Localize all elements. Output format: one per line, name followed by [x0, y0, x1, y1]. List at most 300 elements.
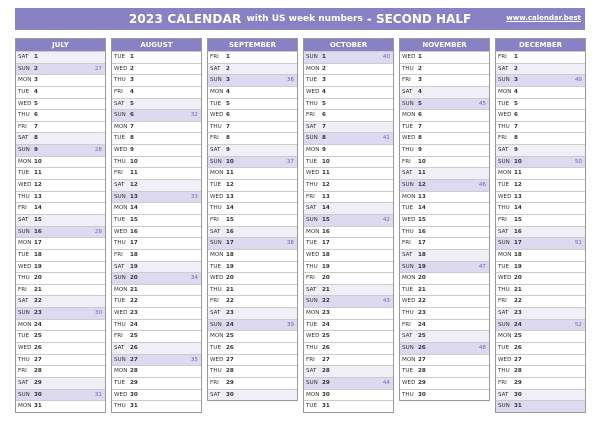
day-number: 7 — [226, 123, 230, 130]
day-number: 5 — [226, 100, 230, 107]
day-number: 2 — [130, 65, 134, 72]
month-header: DECEMBER — [496, 39, 585, 51]
weekday-label: TUE — [306, 158, 318, 165]
day-number: 30 — [130, 391, 138, 398]
week-number: 29 — [94, 228, 102, 235]
day-number: 10 — [418, 158, 426, 165]
day-row — [304, 330, 393, 342]
day-row — [496, 319, 585, 331]
day-row — [112, 132, 201, 144]
day-number: 21 — [322, 286, 330, 293]
day-row — [112, 86, 201, 98]
day-row — [496, 74, 585, 86]
day-row — [112, 167, 201, 179]
day-number: 25 — [322, 333, 330, 340]
weekday-label: MON — [210, 88, 224, 95]
weekday-label: MON — [210, 170, 224, 177]
weekday-label: WED — [306, 170, 320, 177]
day-number: 23 — [514, 310, 522, 317]
weekday-label: SUN — [210, 240, 222, 247]
weekday-label: TUE — [114, 298, 126, 305]
day-number: 15 — [130, 216, 138, 223]
weekday-label: SAT — [210, 147, 221, 154]
weekday-label: SAT — [114, 100, 125, 107]
day-row — [112, 272, 201, 284]
day-row — [304, 261, 393, 273]
day-row — [400, 342, 489, 354]
day-row — [304, 144, 393, 156]
day-number: 22 — [226, 298, 234, 305]
weekday-label: SAT — [498, 147, 509, 154]
week-number: 36 — [286, 77, 294, 84]
day-row — [208, 365, 297, 377]
day-number: 17 — [130, 240, 138, 247]
day-number: 25 — [418, 333, 426, 340]
weekday-label: MON — [114, 123, 128, 130]
day-number: 2 — [418, 65, 422, 72]
day-row — [496, 156, 585, 168]
day-number: 23 — [418, 310, 426, 317]
day-row — [304, 74, 393, 86]
week-number: 50 — [574, 158, 582, 165]
weekday-label: WED — [498, 275, 512, 282]
day-number: 6 — [418, 112, 422, 119]
weekday-label: SAT — [306, 286, 317, 293]
day-row — [496, 261, 585, 273]
day-number: 17 — [514, 240, 522, 247]
week-number: 27 — [94, 65, 102, 72]
day-row — [112, 202, 201, 214]
week-number: 51 — [574, 240, 582, 247]
calendar-title-banner — [15, 8, 585, 30]
day-row — [112, 330, 201, 342]
day-number: 13 — [418, 193, 426, 200]
day-row — [16, 389, 105, 401]
day-row — [400, 226, 489, 238]
day-row — [400, 109, 489, 121]
weekday-label: FRI — [210, 54, 219, 60]
weekday-label: SAT — [210, 65, 221, 72]
day-number: 12 — [130, 182, 138, 189]
weekday-label: SAT — [498, 310, 509, 317]
day-row — [304, 51, 393, 63]
weekday-label: FRI — [210, 135, 219, 142]
day-number: 15 — [322, 216, 330, 223]
weekday-label: SUN — [114, 356, 126, 363]
day-row — [208, 377, 297, 389]
day-row — [112, 342, 201, 354]
day-number: 6 — [514, 112, 518, 119]
day-row — [112, 121, 201, 133]
weekday-label: SUN — [210, 321, 222, 328]
day-row — [304, 365, 393, 377]
day-row — [304, 202, 393, 214]
day-number: 28 — [322, 368, 330, 375]
weekday-label: WED — [306, 88, 320, 95]
day-row — [496, 144, 585, 156]
day-number: 28 — [34, 368, 42, 375]
weekday-label: FRI — [114, 88, 123, 95]
day-number: 2 — [226, 65, 230, 72]
weekday-label: SUN — [18, 391, 30, 398]
day-row — [400, 365, 489, 377]
day-row — [16, 179, 105, 191]
day-number: 24 — [226, 321, 234, 328]
weekday-label: WED — [402, 298, 416, 305]
day-number: 21 — [130, 286, 138, 293]
day-row — [496, 63, 585, 75]
weekday-label: THU — [498, 368, 510, 375]
day-number: 25 — [226, 333, 234, 340]
weekday-label: SAT — [18, 54, 29, 60]
day-row — [496, 307, 585, 319]
day-number: 13 — [130, 193, 138, 200]
weekday-label: TUE — [114, 216, 126, 223]
day-row — [208, 191, 297, 203]
day-number: 12 — [226, 182, 234, 189]
day-number: 29 — [34, 379, 42, 386]
weekday-label: FRI — [402, 77, 411, 84]
day-number: 26 — [322, 345, 330, 352]
weekday-label: MON — [18, 240, 32, 247]
day-row — [16, 202, 105, 214]
day-number: 1 — [130, 54, 134, 60]
weekday-label: THU — [114, 77, 126, 84]
weekday-label: SAT — [210, 391, 221, 398]
weekday-label: SAT — [498, 391, 509, 398]
day-number: 11 — [34, 170, 42, 177]
day-number: 26 — [130, 345, 138, 352]
weekday-label: THU — [498, 286, 510, 293]
day-number: 16 — [34, 228, 42, 235]
day-number: 14 — [226, 205, 234, 212]
weekday-label: SUN — [18, 228, 30, 235]
day-row — [400, 98, 489, 110]
day-number: 18 — [226, 251, 234, 258]
day-row — [112, 191, 201, 203]
month-july — [15, 38, 106, 413]
weekday-label: FRI — [306, 356, 315, 363]
day-row — [304, 121, 393, 133]
week-number: 33 — [190, 193, 198, 200]
weekday-label: SUN — [210, 158, 222, 165]
day-row — [304, 284, 393, 296]
day-row — [304, 156, 393, 168]
day-number: 27 — [514, 356, 522, 363]
day-number: 6 — [34, 112, 38, 119]
day-row — [400, 214, 489, 226]
day-number: 9 — [418, 147, 422, 154]
day-row — [112, 249, 201, 261]
day-row — [112, 51, 201, 63]
day-number: 23 — [226, 310, 234, 317]
weekday-label: THU — [18, 112, 30, 119]
day-row — [112, 389, 201, 401]
week-number: 45 — [478, 100, 486, 107]
day-row — [400, 144, 489, 156]
weekday-label: MON — [306, 391, 320, 398]
week-number: 48 — [478, 345, 486, 352]
weekday-label: THU — [114, 403, 126, 410]
weekday-label: FRI — [498, 135, 507, 142]
day-number: 1 — [322, 54, 326, 60]
day-number: 5 — [418, 100, 422, 107]
day-number: 30 — [418, 391, 426, 398]
day-number: 22 — [322, 298, 330, 305]
weekday-label: WED — [210, 112, 224, 119]
weekday-label: MON — [306, 310, 320, 317]
day-number: 3 — [34, 77, 38, 84]
day-row — [496, 330, 585, 342]
weekday-label: MON — [306, 147, 320, 154]
day-number: 21 — [418, 286, 426, 293]
weekday-label: FRI — [114, 170, 123, 177]
day-row — [496, 179, 585, 191]
day-row — [16, 214, 105, 226]
day-row — [496, 202, 585, 214]
day-row — [496, 249, 585, 261]
day-row — [208, 63, 297, 75]
day-row — [16, 144, 105, 156]
day-row — [400, 295, 489, 307]
day-number: 19 — [226, 263, 234, 270]
weekday-label: WED — [402, 216, 416, 223]
day-number: 11 — [418, 170, 426, 177]
day-number: 16 — [130, 228, 138, 235]
day-row — [400, 272, 489, 284]
day-number: 27 — [322, 356, 330, 363]
weekday-label: SUN — [402, 263, 414, 270]
day-number: 19 — [514, 263, 522, 270]
day-row — [16, 284, 105, 296]
day-row — [496, 365, 585, 377]
weekday-label: SUN — [498, 77, 510, 84]
day-number: 12 — [514, 182, 522, 189]
day-row — [400, 121, 489, 133]
day-row — [208, 272, 297, 284]
weekday-label: WED — [114, 228, 128, 235]
day-row — [496, 121, 585, 133]
weekday-label: THU — [210, 368, 222, 375]
day-row — [304, 249, 393, 261]
weekday-label: TUE — [498, 345, 510, 352]
weekday-label: THU — [402, 147, 414, 154]
day-number: 18 — [322, 251, 330, 258]
day-number: 10 — [34, 158, 42, 165]
weekday-label: THU — [18, 193, 30, 200]
day-row — [16, 365, 105, 377]
day-row — [496, 284, 585, 296]
day-row — [400, 191, 489, 203]
weekday-label: MON — [306, 65, 320, 72]
weekday-label: TUE — [402, 368, 414, 375]
day-number: 3 — [418, 77, 422, 84]
day-row — [16, 132, 105, 144]
day-row — [400, 86, 489, 98]
day-row — [496, 109, 585, 121]
weekday-label: TUE — [18, 88, 30, 95]
day-number: 31 — [514, 403, 522, 410]
weekday-label: SUN — [498, 403, 510, 410]
day-number: 8 — [322, 135, 326, 142]
day-number: 8 — [514, 135, 518, 142]
week-number: 40 — [382, 54, 390, 60]
day-row — [16, 237, 105, 249]
month-september — [207, 38, 298, 401]
day-number: 16 — [418, 228, 426, 235]
weekday-label: SAT — [18, 216, 29, 223]
day-row — [304, 167, 393, 179]
day-row — [16, 74, 105, 86]
day-number: 15 — [34, 216, 42, 223]
weekday-label: TUE — [498, 182, 510, 189]
weekday-label: TUE — [498, 263, 510, 270]
day-number: 25 — [34, 333, 42, 340]
day-number: 9 — [34, 147, 38, 154]
weekday-label: SUN — [114, 193, 126, 200]
weekday-label: TUE — [18, 251, 30, 258]
weekday-label: WED — [114, 147, 128, 154]
day-number: 3 — [226, 77, 230, 84]
day-row — [400, 249, 489, 261]
weekday-label: SUN — [306, 135, 318, 142]
day-row — [208, 307, 297, 319]
weekday-label: FRI — [210, 216, 219, 223]
weekday-label: WED — [18, 182, 32, 189]
weekday-label: TUE — [18, 170, 30, 177]
day-row — [112, 354, 201, 366]
day-number: 31 — [322, 403, 330, 410]
day-number: 27 — [418, 356, 426, 363]
day-number: 15 — [514, 216, 522, 223]
day-row — [496, 132, 585, 144]
day-row — [208, 226, 297, 238]
weekday-label: THU — [306, 182, 318, 189]
day-number: 25 — [130, 333, 138, 340]
day-number: 20 — [418, 275, 426, 282]
weekday-label: THU — [114, 240, 126, 247]
day-number: 24 — [418, 321, 426, 328]
day-row — [304, 237, 393, 249]
day-row — [400, 330, 489, 342]
day-row — [208, 237, 297, 249]
day-number: 4 — [514, 88, 518, 95]
weekday-label: THU — [18, 275, 30, 282]
day-row — [304, 191, 393, 203]
weekday-label: WED — [306, 251, 320, 258]
day-number: 9 — [514, 147, 518, 154]
day-number: 29 — [514, 379, 522, 386]
day-row — [496, 226, 585, 238]
week-number: 28 — [94, 147, 102, 154]
weekday-label: MON — [114, 368, 128, 375]
weekday-label: TUE — [114, 135, 126, 142]
day-number: 31 — [34, 403, 42, 410]
weekday-label: WED — [114, 391, 128, 398]
day-row — [16, 319, 105, 331]
day-number: 24 — [130, 321, 138, 328]
day-number: 25 — [514, 333, 522, 340]
day-number: 21 — [226, 286, 234, 293]
day-number: 11 — [514, 170, 522, 177]
day-number: 17 — [226, 240, 234, 247]
day-number: 7 — [322, 123, 326, 130]
day-number: 3 — [322, 77, 326, 84]
weekday-label: MON — [18, 321, 32, 328]
weekday-label: FRI — [18, 123, 27, 130]
title-main: 2023 CALENDAR — [128, 12, 242, 26]
day-number: 12 — [418, 182, 426, 189]
day-row — [112, 295, 201, 307]
weekday-label: FRI — [498, 298, 507, 305]
day-number: 17 — [322, 240, 330, 247]
weekday-label: FRI — [210, 298, 219, 305]
month-header: AUGUST — [112, 39, 201, 51]
weekday-label: THU — [306, 345, 318, 352]
day-row — [208, 354, 297, 366]
day-number: 13 — [226, 193, 234, 200]
weekday-label: TUE — [306, 240, 318, 247]
day-number: 8 — [34, 135, 38, 142]
day-row — [304, 226, 393, 238]
month-december — [495, 38, 586, 413]
title-half: - SECOND HALF — [366, 12, 472, 26]
day-number: 26 — [34, 345, 42, 352]
weekday-label: SAT — [498, 65, 509, 72]
weekday-label: MON — [402, 275, 416, 282]
day-row — [16, 307, 105, 319]
day-row — [208, 261, 297, 273]
day-number: 8 — [226, 135, 230, 142]
day-row — [496, 86, 585, 98]
day-number: 27 — [34, 356, 42, 363]
weekday-label: SUN — [498, 158, 510, 165]
day-number: 13 — [514, 193, 522, 200]
day-row — [16, 249, 105, 261]
day-number: 19 — [418, 263, 426, 270]
day-number: 28 — [514, 368, 522, 375]
weekday-label: THU — [402, 310, 414, 317]
site-link[interactable]: www.calendar.best — [506, 14, 581, 22]
day-row — [304, 307, 393, 319]
weekday-label: THU — [114, 321, 126, 328]
weekday-label: WED — [114, 310, 128, 317]
weekday-label: WED — [210, 356, 224, 363]
weekday-label: TUE — [210, 345, 222, 352]
day-number: 23 — [34, 310, 42, 317]
weekday-label: SAT — [114, 182, 125, 189]
day-number: 26 — [418, 345, 426, 352]
weekday-label: SUN — [498, 321, 510, 328]
day-number: 14 — [34, 205, 42, 212]
day-row — [16, 109, 105, 121]
week-number: 38 — [286, 240, 294, 247]
weekday-label: SUN — [306, 298, 318, 305]
day-number: 19 — [130, 263, 138, 270]
day-row — [400, 377, 489, 389]
day-row — [400, 179, 489, 191]
day-number: 30 — [514, 391, 522, 398]
day-number: 20 — [226, 275, 234, 282]
day-number: 7 — [130, 123, 134, 130]
day-row — [208, 132, 297, 144]
weekday-label: TUE — [498, 100, 510, 107]
day-row — [208, 74, 297, 86]
week-number: 31 — [94, 391, 102, 398]
month-header: SEPTEMBER — [208, 39, 297, 51]
day-number: 29 — [322, 379, 330, 386]
day-number: 24 — [514, 321, 522, 328]
